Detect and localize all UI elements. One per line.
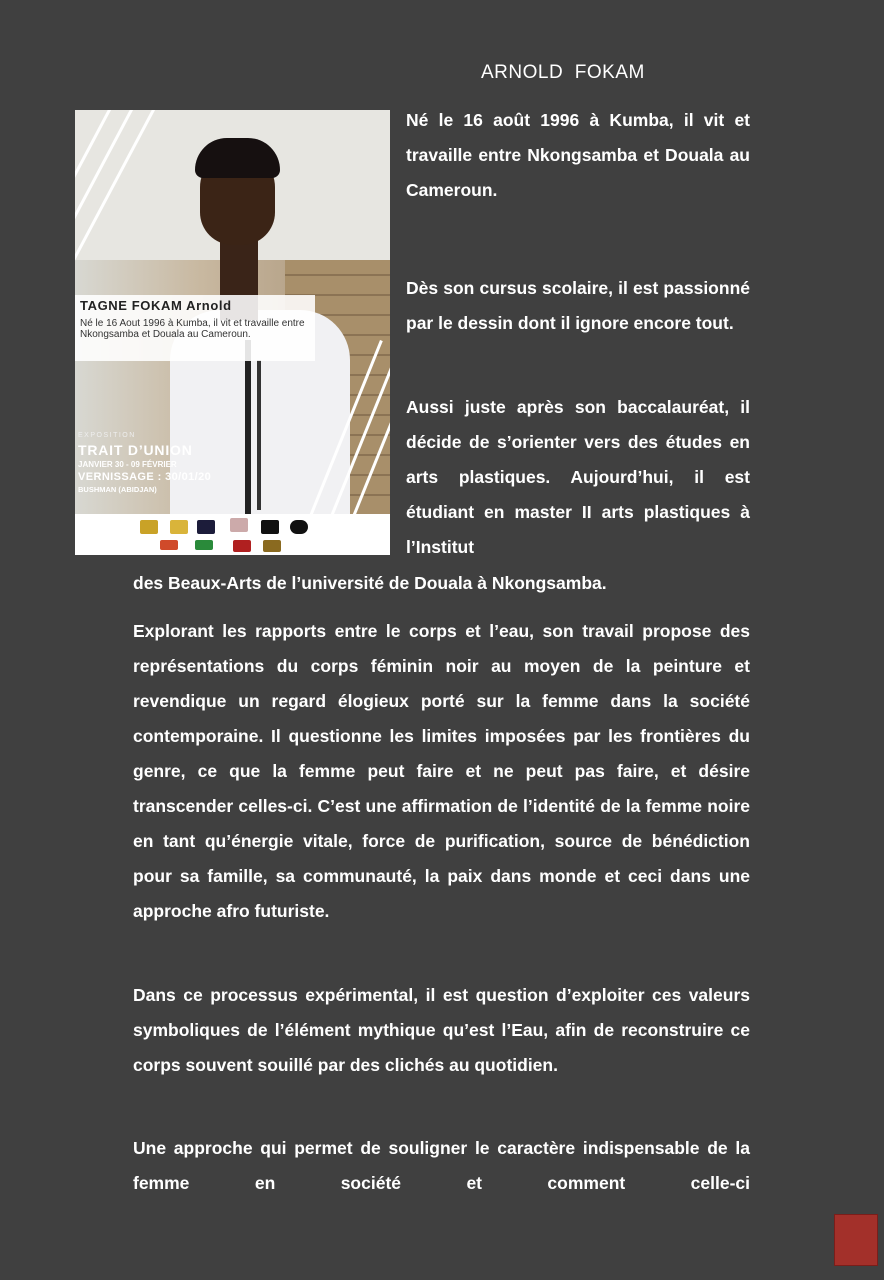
paragraph-studies-end: des Beaux-Arts de l’université de Douala à Nkongsamba.: [133, 573, 607, 593]
paragraph-work: Explorant les rapports entre le corps et l’eau, son travail propose des représentations du corps féminin noir au moyen de la peinture et revendique un regard élogieux porté sur la femme dans la société contemporaine. Il questionne les limites imposées par les frontières du genre, ce que la femme peut faire et ne peut pas faire, et désire transcender celles-ci. C’est une affirmation de l’identité de la femme noire en tant qu’énergie vitale, force de purification, source de bénédiction pour sa famille, sa communauté, la paix dans monde et ceci dans une approche afro futuriste.: [133, 621, 750, 921]
paragraph-approach: Une approche qui permet de souligner le caractère indispensable de la femme en société et comment celle-ci: [133, 1138, 750, 1193]
poster-exposition-label: EXPOSITION: [78, 432, 136, 439]
poster-description: Né le 16 Aout 1996 à Kumba, il vit et travaille entre Nkongsamba et Douala au Cameroun.: [80, 318, 305, 340]
poster-artist-name: TAGNE FOKAM Arnold: [80, 298, 232, 313]
exhibition-poster-image: [75, 110, 390, 555]
paragraph-studies: Aussi juste après son baccalauréat, il décide de s’orienter vers des études en arts plastiques. Aujourd’hui, il est étudiant en master II arts plastiques à l’Institut: [406, 397, 750, 557]
paragraph-childhood: Dès son cursus scolaire, il est passionné par le dessin dont il ignore encore tout.: [406, 278, 750, 333]
portrait-photo: [75, 110, 390, 514]
page-corner-marker: [834, 1214, 878, 1266]
paragraph-birth: Né le 16 août 1996 à Kumba, il vit et travaille entre Nkongsamba et Douala au Cameroun.: [406, 110, 750, 200]
poster-venue: BUSHMAN (ABIDJAN): [78, 485, 157, 494]
poster-vernissage: VERNISSAGE : 30/01/20: [78, 471, 212, 483]
page-title: ARNOLD FOKAM: [481, 62, 645, 83]
sponsor-logos: [75, 514, 390, 555]
paragraph-process: Dans ce processus expérimental, il est question d’exploiter ces valeurs symboliques de l’élément mythique qu’est l’Eau, afin de reconstruire ce corps souvent souillé par des clichés au quotidien.: [133, 985, 750, 1075]
poster-exhibition-title: TRAIT D’UNION: [78, 442, 193, 458]
poster-dates: JANVIER 30 - 09 FÉVRIER: [78, 460, 177, 469]
